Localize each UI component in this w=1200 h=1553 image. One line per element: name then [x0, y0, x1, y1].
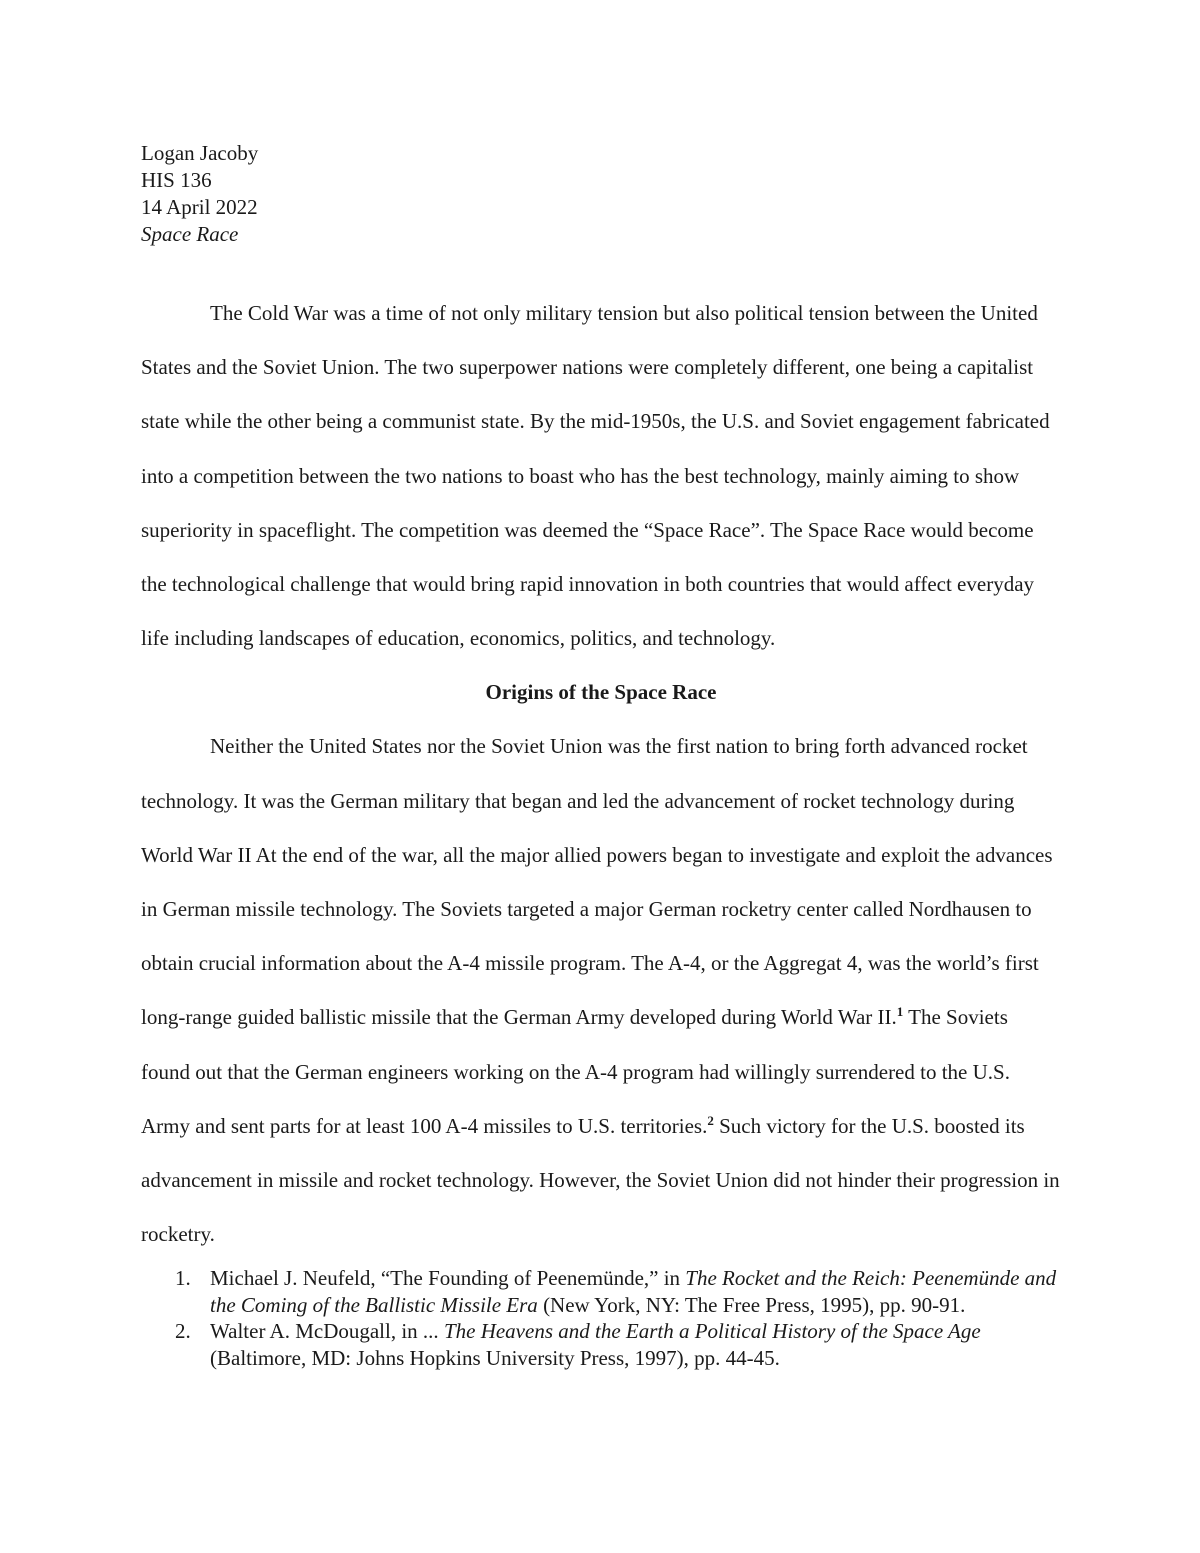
origins-paragraph — [141, 719, 1061, 1261]
footnote-text: Walter A. McDougall, in ... — [210, 1319, 444, 1344]
footnote-publication: (Baltimore, MD: Johns Hopkins University Press, 1997), pp. 44-45. — [210, 1345, 780, 1370]
document-page — [141, 140, 1061, 1371]
footnote-book-title: The Rocket and the Reich: Peenemünde and the Coming of the Ballistic Missile Era — [210, 1266, 1057, 1317]
intro-paragraph: The Cold War was a time of not only military tension but also political tension between the United States and the Soviet Union. The two superpower nations were completely different, one being a capitalist state while the other being a communist state. By the mid-1950s, the U.S. and Soviet engagement fabricated into a competition between the two nations to boast who has the best technology, mainly aiming to show superiority in spaceflight. The competition was deemed the “Space Race”. The Space Race would become the technological challenge that would bring rapid innovation in both countries that would affect everyday life including landscapes of education, economics, politics, and technology. — [141, 301, 1050, 651]
footnote-number: 1. — [175, 1266, 191, 1291]
footnote-text: Michael J. Neufeld, “The Founding of Peenemünde,” in — [210, 1266, 686, 1291]
author-name: Logan Jacoby — [141, 141, 259, 165]
footnote-book-title: The Heavens and the Earth a Political History of the Space Age — [443, 1319, 981, 1344]
footnote-publication: (New York, NY: The Free Press, 1995), pp. 90-91. — [537, 1292, 966, 1317]
footnote-item — [141, 1265, 1061, 1318]
origins-text-part2: The Soviets found out that the German engineers working on the A-4 program had willingly surrendered to the U.S. Army and sent parts for at least 100 A-4 missiles to U.S. territories. — [141, 1005, 1010, 1138]
origins-text-part3: Such victory for the U.S. boosted its advancement in missile and rocket technology. However, the Soviet Union did not hinder their progression in rocketry. — [141, 1113, 1060, 1247]
course-code: HIS 136 — [141, 168, 212, 192]
footnote-ref-2: 2 — [707, 1112, 714, 1128]
document-date: 14 April 2022 — [141, 195, 258, 219]
section-heading: Origins of the Space Race — [485, 680, 717, 705]
document-title: Space Race — [141, 222, 239, 246]
footnote-list — [141, 1265, 1061, 1371]
footnote-item — [141, 1318, 1061, 1371]
footnote-number: 2. — [175, 1319, 191, 1344]
document-body — [141, 286, 1061, 1261]
footnote-ref-1: 1 — [896, 1004, 904, 1020]
origins-text-part1: Neither the United States nor the Soviet Union was the first nation to bring forth advanced rocket technology. It was the German military that began and led the advancement of rocket technology during World War II At the end of the war, all the major allied powers began to investigate and exploit the advances in German missile technology. The Soviets targeted a major German rocketry center called Nordhausen to obtain crucial information about the A-4 missile program. The A-4, or the Aggregat 4, was the world’s first long-range guided ballistic missile that the German Army developed during World War II. — [141, 734, 1053, 1030]
